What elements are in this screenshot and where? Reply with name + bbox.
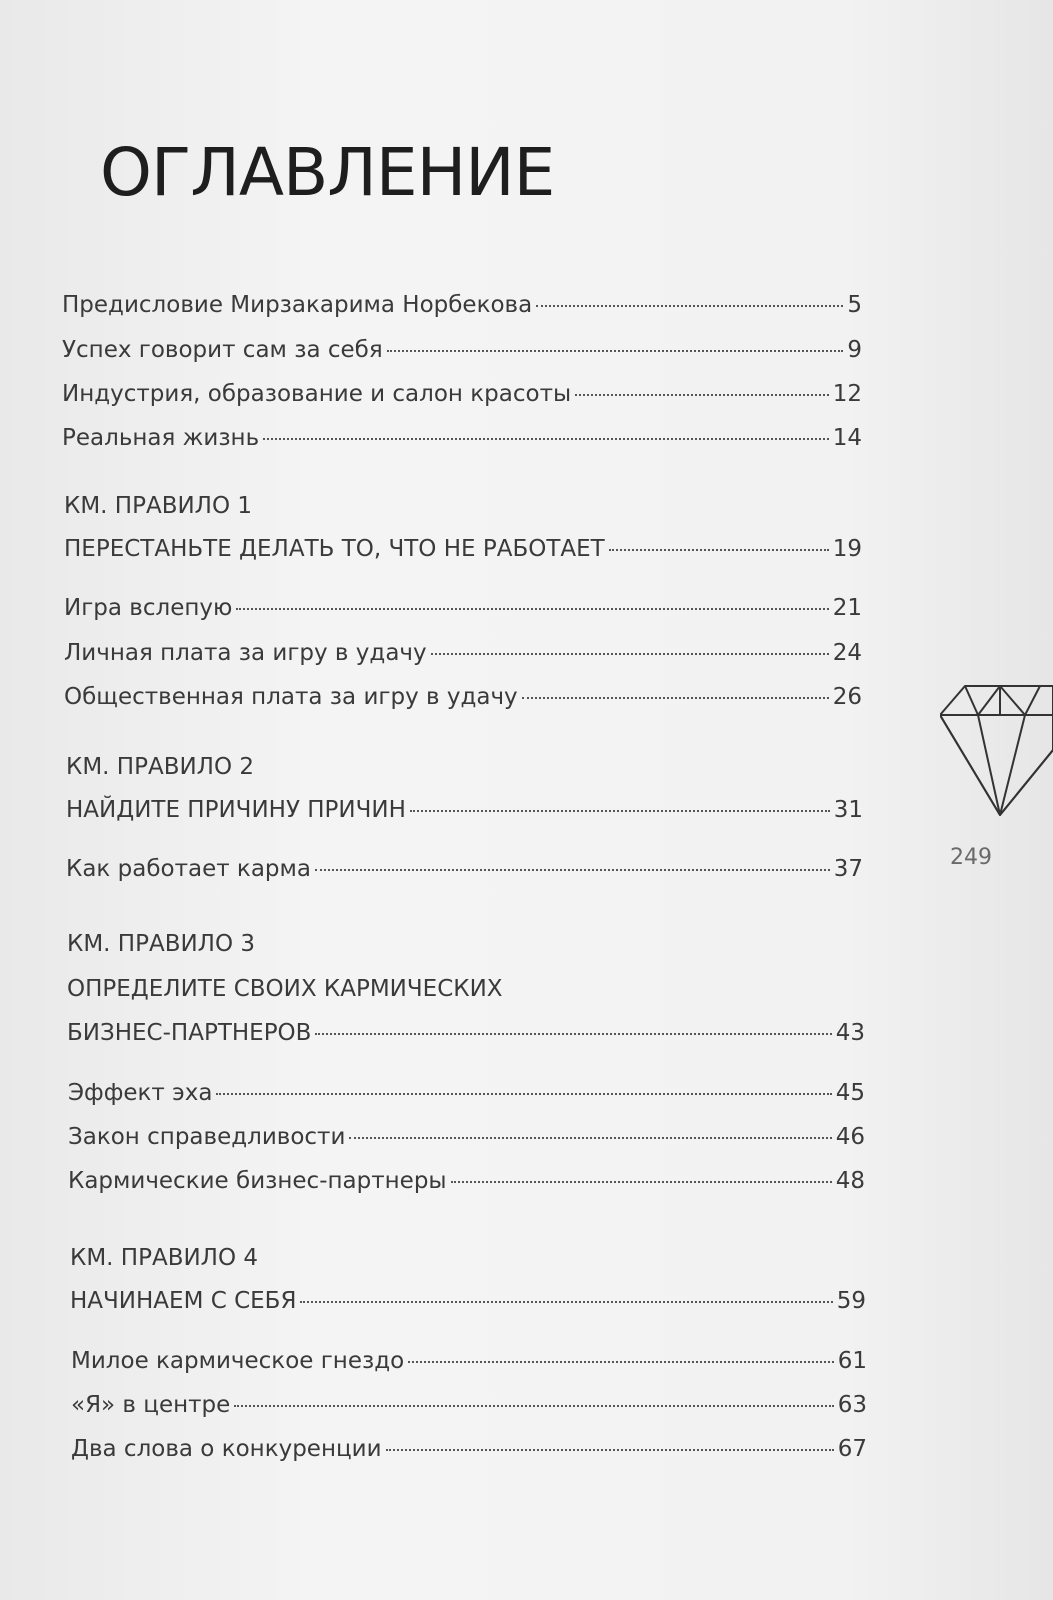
leader-dots — [236, 608, 828, 610]
leader-dots — [387, 350, 844, 352]
toc-entry-page: 43 — [835, 1020, 865, 1046]
toc-entry-label: Два слова о конкуренции — [71, 1436, 382, 1462]
leader-dots — [349, 1137, 831, 1139]
toc-entry-page: 12 — [832, 381, 862, 407]
toc-entry-label: Личная плата за игру в удачу — [64, 640, 427, 666]
leader-dots — [451, 1181, 832, 1183]
leader-dots — [609, 549, 829, 551]
leader-dots — [315, 1033, 831, 1035]
leader-dots — [234, 1405, 833, 1407]
toc-entry-page: 24 — [832, 640, 862, 666]
chapter-heading: КМ. ПРАВИЛО 4 — [70, 1245, 259, 1271]
page-number: 249 — [950, 845, 992, 870]
page-title: ОГЛАВЛЕНИЕ — [100, 134, 555, 211]
toc-entry-page: 61 — [837, 1348, 867, 1374]
toc-chapter-title: НАЧИНАЕМ С СЕБЯ — [70, 1288, 297, 1314]
toc-entry[interactable] — [66, 856, 863, 882]
toc-chapter-entry[interactable] — [66, 797, 863, 823]
toc-entry-label: Успех говорит сам за себя — [62, 337, 383, 363]
toc-entry[interactable] — [71, 1392, 867, 1418]
toc-entry[interactable] — [62, 425, 862, 451]
toc-entry-label: Эффект эха — [68, 1080, 213, 1106]
chapter-heading: КМ. ПРАВИЛО 3 — [67, 931, 256, 957]
toc-entry-page: 45 — [835, 1080, 865, 1106]
toc-entry[interactable] — [68, 1080, 865, 1106]
toc-entry-page: 31 — [833, 797, 863, 823]
toc-entry[interactable] — [68, 1124, 865, 1150]
toc-chapter-entry[interactable] — [67, 1020, 865, 1046]
toc-entry-label: Игра вслепую — [64, 595, 233, 621]
toc-entry[interactable] — [64, 684, 862, 710]
leader-dots — [575, 394, 829, 396]
toc-entry[interactable] — [68, 1168, 865, 1194]
toc-chapter-title: ПЕРЕСТАНЬТЕ ДЕЛАТЬ ТО, ЧТО НЕ РАБОТАЕТ — [64, 536, 605, 562]
toc-entry-page: 48 — [835, 1168, 865, 1194]
toc-entry-label: Общественная плата за игру в удачу — [64, 684, 518, 710]
toc-chapter-title: БИЗНЕС-ПАРТНЕРОВ — [67, 1020, 312, 1046]
toc-entry[interactable] — [62, 337, 862, 363]
toc-entry-page: 63 — [837, 1392, 867, 1418]
toc-chapter-entry[interactable] — [64, 536, 862, 562]
toc-entry-page: 14 — [832, 425, 862, 451]
leader-dots — [216, 1093, 831, 1095]
leader-dots — [410, 810, 830, 812]
toc-entry-page: 26 — [832, 684, 862, 710]
chapter-heading: КМ. ПРАВИЛО 2 — [66, 754, 255, 780]
toc-entry-label: Индустрия, образование и салон красоты — [62, 381, 572, 407]
toc-entry[interactable] — [64, 640, 862, 666]
toc-chapter-title: НАЙДИТЕ ПРИЧИНУ ПРИЧИН — [66, 797, 406, 823]
toc-entry-page: 9 — [847, 337, 862, 363]
toc-entry-page: 37 — [833, 856, 863, 882]
toc-entry[interactable] — [62, 292, 862, 318]
chapter-heading: КМ. ПРАВИЛО 1 — [64, 493, 253, 519]
toc-entry-label: Закон справедливости — [68, 1124, 346, 1150]
toc-entry-label: Милое кармическое гнездо — [71, 1348, 405, 1374]
leader-dots — [315, 869, 830, 871]
toc-chapter-title: ОПРЕДЕЛИТЕ СВОИХ КАРМИЧЕСКИХ — [67, 976, 503, 1002]
toc-entry-page: 46 — [835, 1124, 865, 1150]
leader-dots — [408, 1361, 834, 1363]
toc-entry[interactable] — [71, 1348, 867, 1374]
toc-entry-page: 21 — [832, 595, 862, 621]
toc-entry-page: 59 — [836, 1288, 866, 1314]
toc-entry-label: Кармические бизнес-партнеры — [68, 1168, 447, 1194]
leader-dots — [522, 697, 829, 699]
toc-entry-label: Как работает карма — [66, 856, 311, 882]
toc-entry-page: 67 — [837, 1436, 867, 1462]
toc-entry[interactable] — [62, 381, 862, 407]
toc-entry-label: «Я» в центре — [71, 1392, 231, 1418]
toc-entry[interactable] — [64, 595, 862, 621]
toc-entry-label: Предисловие Мирзакарима Норбекова — [62, 292, 533, 318]
toc-entry-page: 19 — [832, 536, 862, 562]
leader-dots — [263, 438, 829, 440]
leader-dots — [536, 305, 843, 307]
leader-dots — [300, 1301, 832, 1303]
toc-chapter-entry[interactable] — [70, 1288, 866, 1314]
toc-entry-label: Реальная жизнь — [62, 425, 260, 451]
leader-dots — [431, 653, 829, 655]
toc-entry-page: 5 — [847, 292, 862, 318]
toc-entry[interactable] — [71, 1436, 867, 1462]
diamond-icon — [940, 680, 1053, 824]
leader-dots — [386, 1449, 834, 1451]
